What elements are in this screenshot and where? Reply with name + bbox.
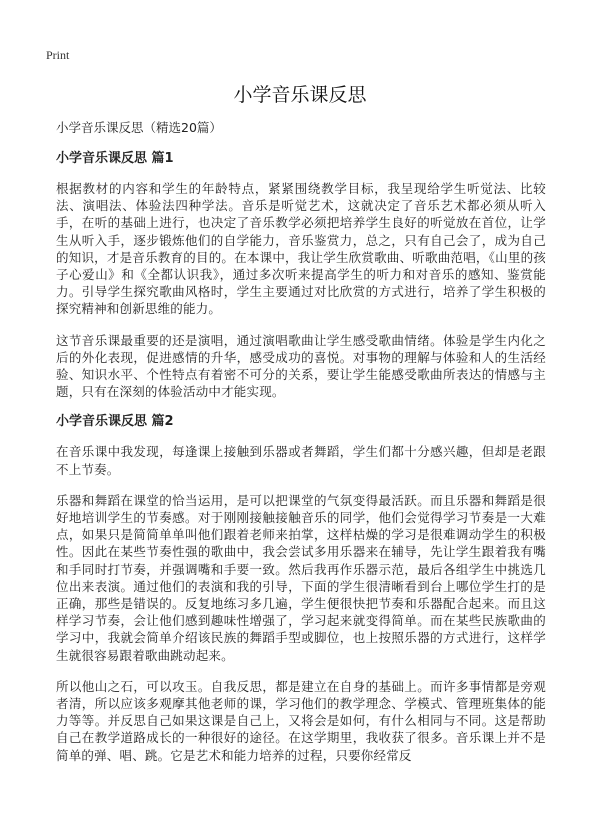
- section-2-paragraph-1: 在音乐课中我发现，每逢课上接触到乐器或者舞蹈，学生们都十分感兴趣，但却是老跟不上节奏。: [56, 444, 546, 477]
- print-link[interactable]: Print: [46, 48, 70, 62]
- section-1-paragraph-2: 这节音乐课最重要的还是演唱，通过演唱歌曲让学生感受歌曲情绪。体验是学生内化之后的外化表现，促进感情的升华，感受成功的喜悦。对事物的理解与体验和人的生活经验、知识水平、个性特点有着密不可分的关系，要让学生能感受歌曲所表达的情感与主题，只有在深刻的体验活动中才能实现。: [56, 332, 546, 400]
- section-2-paragraph-3: 所以他山之石，可以攻玉。自我反思，都是建立在自身的基础上。而许多事情都是旁观者清，所以应该多观摩其他老师的课，学习他们的教学理念、学模式、管理班集体的能力等等。并反思自己如果这课是自己上，又将会是如何，有什么相同与不同。这是帮助自己在教学道路成长的一种很好的途径。在这学期里，我收获了很多。音乐课上并不是简单的弹、唱、跳。它是艺术和能力培养的过程，只要你经常反: [56, 678, 546, 763]
- document-subtitle: 小学音乐课反思（精选20篇）: [56, 120, 222, 135]
- document-body: [56, 120, 546, 778]
- section-heading-2: 小学音乐课反思 篇2: [56, 414, 174, 430]
- section-2-paragraph-2: 乐器和舞蹈在课堂的恰当运用，是可以把课堂的气氛变得最活跃。而且乐器和舞蹈是很好地培训学生的节奏感。对于刚刚接触接触音乐的同学，他们会觉得学习节奏是一大难点，如果只是简简单单叫他们跟着老师来拍掌，这样枯燥的学习是很难调动学生的积极性。因此在某些节奏性强的歌曲中，我会尝试多用乐器来在辅导，先让学生跟着我有嘴和手同时打节奏，并强调嘴和手要一致。然后我再作乐器示范，最后各组学生中挑选几位出来表演。通过他们的表演和我的引导，下面的学生很清晰看到台上哪位学生打的是正确，那些是错误的。反复地练习多几遍，学生便很快把节奏和乐器配合起来。而且这样学习节奏，会让他们感到趣味性增强了，学习起来就变得简单。而在某些民族歌曲的学习中，我就会简单介绍该民族的舞蹈手型或脚位，也上按照乐器的方式进行，这样学生就很容易跟着歌曲跳动起来。: [56, 492, 546, 663]
- document-title: 小学音乐课反思: [233, 84, 367, 106]
- section-heading-1: 小学音乐课反思 篇1: [56, 151, 174, 166]
- section-1-paragraph-1: 根据教材的内容和学生的年龄特点，紧紧围绕教学目标，我呈现给学生听觉法、比较法、演唱法、体验法四种学法。音乐是听觉艺术，这就决定了音乐艺术都必须从听入手，在听的基础上进行，也决定了音乐教学必须把培养学生良好的听觉放在首位，让学生从听入手，逐步锻炼他们的自学能力，音乐鉴赏力，总之，只有自己会了，成为自己的知识，才是音乐教育的目的。在本课中，我让学生欣赏歌曲、听歌曲范唱，《山里的孩子心爱山》和《全都认识我》，通过多次听来提高学生的听力和对音乐的感知、鉴赏能力。引导学生探究歌曲风格时，学生主要通过对比欣赏的方式进行，培养了学生积极的探究精神和创新思维的能力。: [56, 181, 546, 317]
